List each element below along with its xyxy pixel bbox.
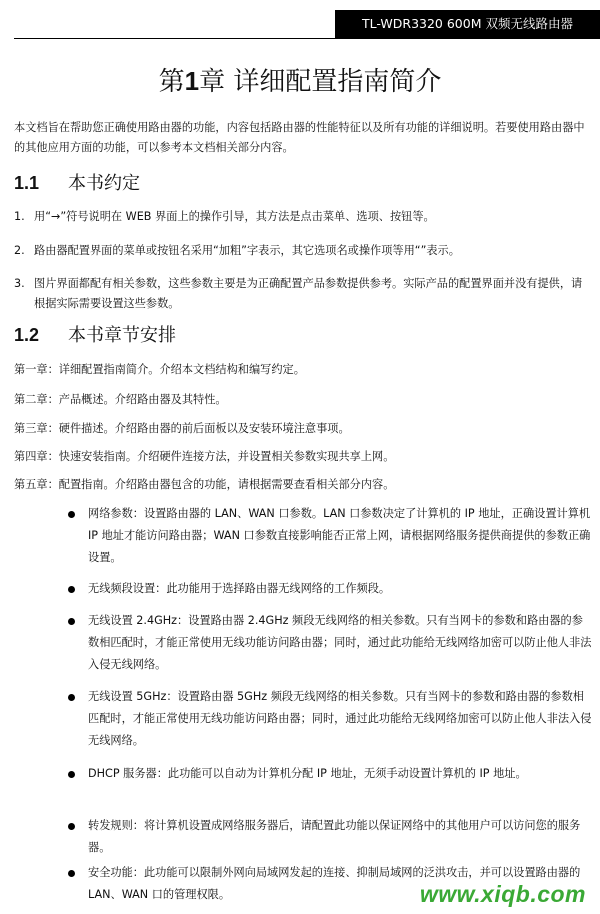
bullet-dot-icon xyxy=(68,870,75,877)
feature-bullet-text: 转发规则：将计算机设置成网络服务器后，请配置此功能以保证网络中的其他用户可以访问您的服务器。 xyxy=(88,819,581,854)
chapter-outline-line: 第四章：快速安装指南。介绍硬件连接方法，并设置相关参数实现共享上网。 xyxy=(14,450,395,463)
feature-bullet xyxy=(68,610,594,676)
chapter-outline-line: 第五章：配置指南。介绍路由器包含的功能，请根据需要查看相关部分内容。 xyxy=(14,478,395,491)
bullet-dot-icon xyxy=(68,586,75,593)
section-number: 1.1 xyxy=(14,173,40,193)
convention-item xyxy=(14,241,592,261)
header-model-banner: TL-WDR3320 600M 双频无线路由器 xyxy=(335,10,600,38)
chapter-title-prefix: 第 xyxy=(158,67,185,97)
feature-bullet xyxy=(68,578,594,600)
section-title: 本书章节安排 xyxy=(68,325,176,346)
convention-text: 用“→”符号说明在 WEB 界面上的操作引导，其方法是点击菜单、选项、按钮等。 xyxy=(34,210,435,223)
convention-text: 图片界面都配有相关参数，这些参数主要是为正确配置产品参数提供参考。实际产品的配置界面并没有提供，请根据实际需要设置这些参数。 xyxy=(34,277,583,310)
convention-text: 路由器配置界面的菜单或按钮名采用“加粗”字表示，其它选项名或操作项等用“”表示。 xyxy=(34,244,460,257)
bullet-dot-icon xyxy=(68,694,75,701)
feature-bullet xyxy=(68,763,594,785)
section-heading-1-1 xyxy=(14,170,140,197)
feature-bullet-text: 网络参数：设置路由器的 LAN、WAN 口参数。LAN 口参数决定了计算机的 IP 地址，正确设置计算机 IP 地址才能访问路由器；WAN 口参数直接影响能否正常上网，请根据网络服务提供商提供的参数正确设置。 xyxy=(88,507,591,564)
bullet-dot-icon xyxy=(68,511,75,518)
convention-item xyxy=(14,274,592,314)
convention-number: 2. xyxy=(14,244,25,257)
chapter-outline-line: 第三章：硬件描述。介绍路由器的前后面板以及安装环境注意事项。 xyxy=(14,422,350,435)
chapter-title xyxy=(0,64,600,99)
feature-bullet-text: 无线设置 5GHz：设置路由器 5GHz 频段无线网络的相关参数。只有当网卡的参数和路由器的参数相匹配时，才能正常使用无线功能访问路由器；同时，通过此功能给无线网络加密可以防止他人非法入侵无线网络。 xyxy=(88,690,592,747)
convention-number: 3. xyxy=(14,277,25,290)
bullet-dot-icon xyxy=(68,771,75,778)
feature-bullet-text: 安全功能：此功能可以限制外网向局域网发起的连接、抑制局域网的泛洪攻击，并可以设置路由器的 LAN、WAN 口的管理权限。 xyxy=(88,866,581,901)
feature-bullet xyxy=(68,503,594,569)
feature-bullet xyxy=(68,815,594,859)
feature-bullet-text: 无线设置 2.4GHz：设置路由器 2.4GHz 频段无线网络的相关参数。只有当网卡的参数和路由器的参数相匹配时，才能正常使用无线功能访问路由器；同时，通过此功能给无线网络加密可以防止他人非法入侵无线网络。 xyxy=(88,614,592,671)
header-divider xyxy=(14,38,600,39)
chapter-title-text: 章 详细配置指南简介 xyxy=(199,67,442,97)
section-number: 1.2 xyxy=(14,325,40,345)
chapter-outline-line: 第二章：产品概述。介绍路由器及其特性。 xyxy=(14,393,227,406)
site-watermark: www.xiqb.com xyxy=(419,881,586,907)
feature-bullet-text: 无线频段设置：此功能用于选择路由器无线网络的工作频段。 xyxy=(88,582,391,595)
bullet-dot-icon xyxy=(68,618,75,625)
feature-bullet xyxy=(68,686,594,752)
chapter-title-number: 1 xyxy=(184,66,200,96)
intro-paragraph: 本文档旨在帮助您正确使用路由器的功能，内容包括路由器的性能特征以及所有功能的详细说明。若要使用路由器中的其他应用方面的功能，可以参考本文档相关部分内容。 xyxy=(14,121,585,154)
convention-number: 1. xyxy=(14,210,25,223)
feature-bullet-text: DHCP 服务器：此功能可以自动为计算机分配 IP 地址，无须手动设置计算机的 IP 地址。 xyxy=(88,767,527,780)
convention-item xyxy=(14,207,592,227)
section-heading-1-2 xyxy=(14,322,176,349)
bullet-dot-icon xyxy=(68,823,75,830)
chapter-outline-line: 第一章：详细配置指南简介。介绍本文档结构和编写约定。 xyxy=(14,363,305,376)
section-title: 本书约定 xyxy=(68,173,140,194)
